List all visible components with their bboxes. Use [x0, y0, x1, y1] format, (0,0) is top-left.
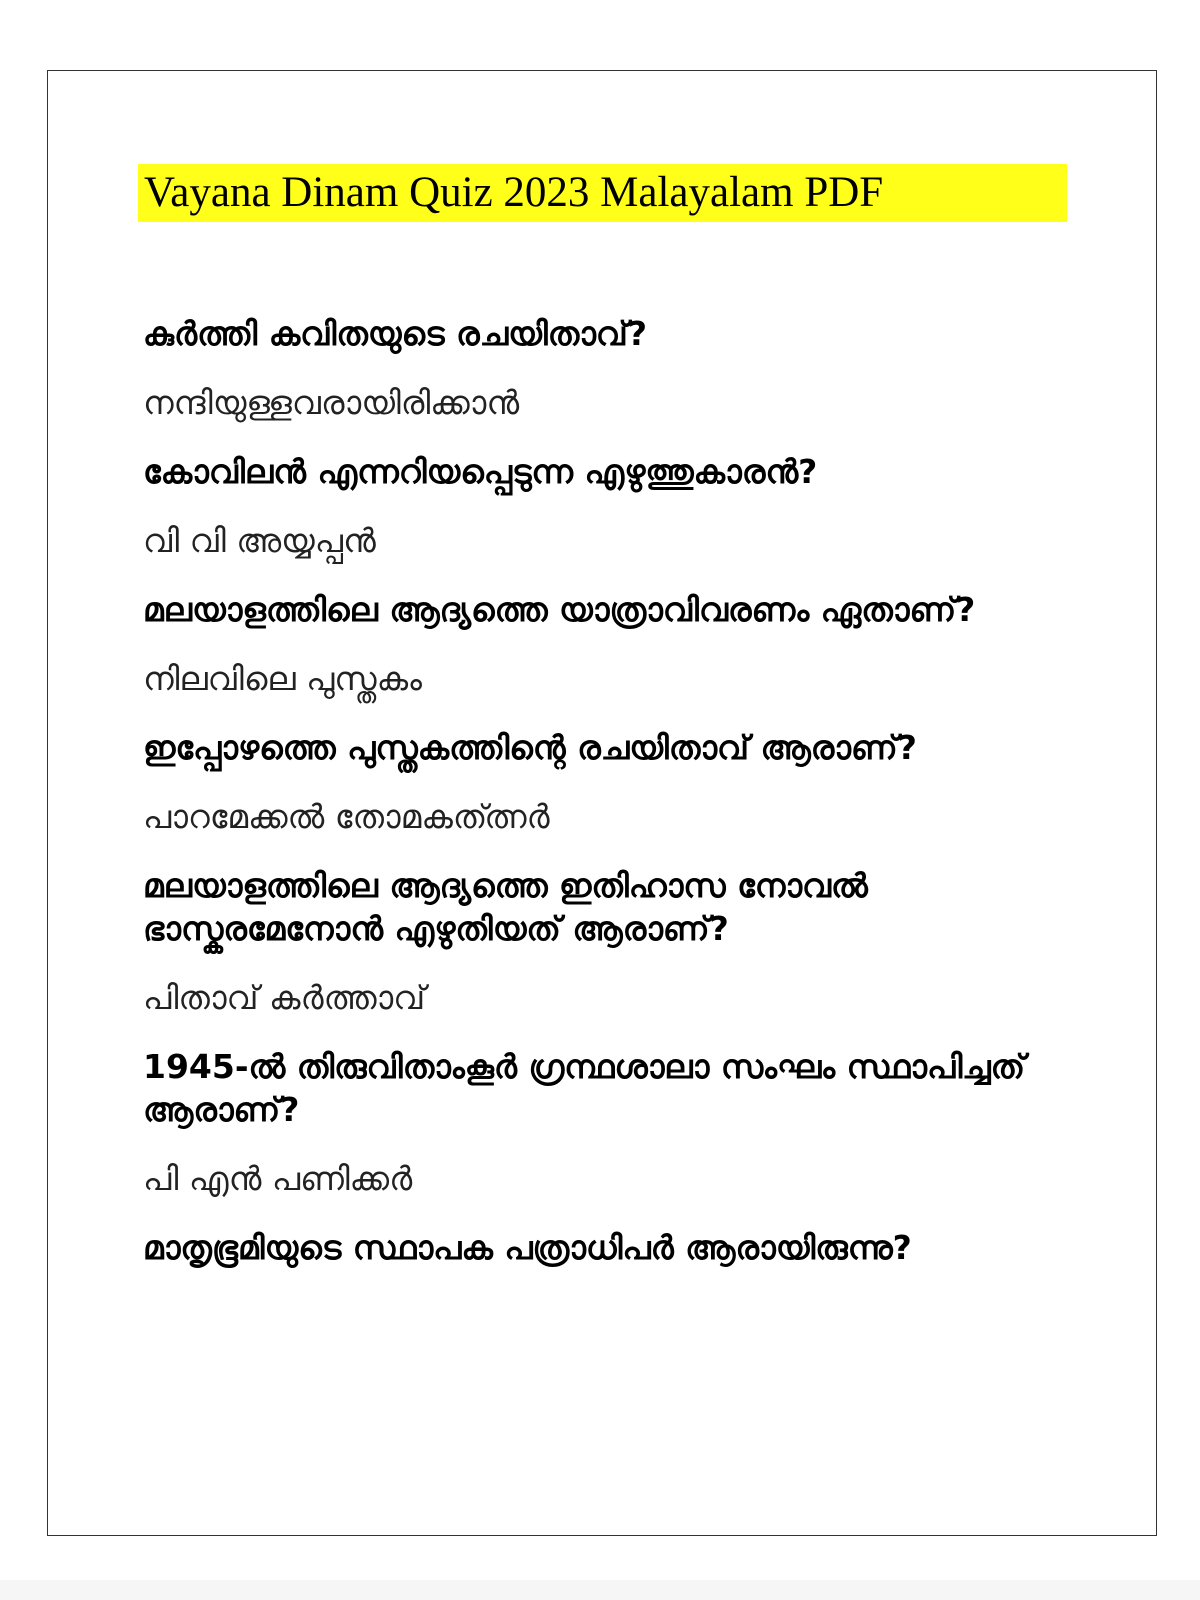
quiz-item — [143, 726, 1063, 838]
quiz-answer: പാറമേക്കൽ തോമകത്ത്നർ — [143, 797, 550, 836]
quiz-answer: പിതാവ് കർത്താവ് — [143, 978, 426, 1017]
document-title: Vayana Dinam Quiz 2023 Malayalam PDF — [144, 169, 884, 216]
quiz-question: ഇപ്പോഴത്തെ പുസ്തകത്തിന്റെ രചയിതാവ് ആരാണ്? — [143, 728, 917, 767]
quiz-answer: നന്ദിയുള്ളവരായിരിക്കാൻ — [143, 383, 520, 422]
quiz-item — [143, 1226, 1063, 1269]
quiz-item — [143, 312, 1063, 424]
quiz-question: കുർത്തി കവിതയുടെ രചയിതാവ്? — [143, 314, 648, 353]
page-bottom-edge — [0, 1580, 1200, 1600]
quiz-question: മാതൃഭൂമിയുടെ സ്ഥാപക പത്രാധിപർ ആരായിരുന്നു? — [143, 1228, 912, 1267]
quiz-item — [143, 450, 1063, 562]
quiz-answer: വി വി അയ്യപ്പൻ — [143, 521, 376, 560]
quiz-item — [143, 864, 1063, 1019]
quiz-answer: പി എൻ പണിക്കർ — [143, 1159, 413, 1198]
quiz-question: കോവിലൻ എന്നറിയപ്പെടുന്ന എഴുത്തുകാരൻ? — [143, 452, 818, 491]
quiz-question: മലയാളത്തിലെ ആദ്യത്തെ ഇതിഹാസ നോവൽ ഭാസ്കരമേനോൻ എഴുതിയത് ആരാണ്? — [143, 866, 868, 948]
quiz-question: മലയാളത്തിലെ ആദ്യത്തെ യാത്രാവിവരണം ഏതാണ്? — [143, 590, 976, 629]
quiz-answer: നിലവിലെ പുസ്തകം — [143, 659, 422, 698]
quiz-list — [143, 312, 1063, 1269]
quiz-item — [143, 1045, 1063, 1200]
title-highlight — [138, 164, 1067, 222]
quiz-question: 1945-ൽ തിരുവിതാംകൂർ ഗ്രന്ഥശാലാ സംഘം സ്ഥാപിച്ചത് ആരാണ്? — [143, 1047, 1026, 1129]
quiz-item — [143, 588, 1063, 700]
